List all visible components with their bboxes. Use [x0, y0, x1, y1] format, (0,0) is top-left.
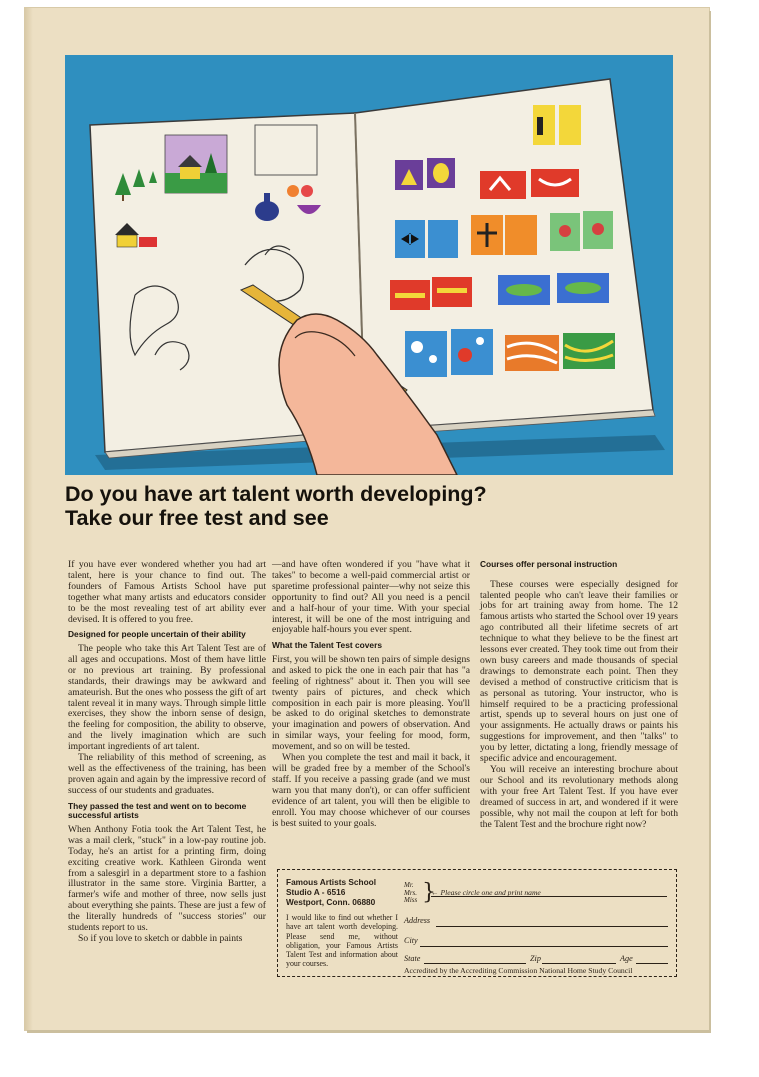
headline-line-2: Take our free test and see: [65, 506, 329, 530]
body-paragraph: You will receive an interesting brochure about our School and its revolutionary methods along with your free Art Talent Test. If you have ever dreamed of success in art, and wondered if it were possible, why not mail the coupon at left for both the Talent Test and the brochure right now?: [480, 764, 678, 830]
age-field[interactable]: [636, 963, 668, 964]
hero-illustration: [65, 55, 673, 475]
school-studio: Studio A - 6516: [286, 887, 346, 897]
open-test-book-illustration: [65, 55, 673, 475]
mail-coupon[interactable]: [277, 869, 677, 977]
brace-icon: }: [422, 880, 436, 905]
body-paragraph: The reliability of this method of screening, as well as the effectiveness of the training, has been proven again and again by the impressive record of success of our students and graduates.: [68, 752, 266, 796]
headline-line-1: Do you have art talent worth developing?: [65, 482, 487, 506]
school-address: [286, 877, 398, 907]
section-heading: Designed for people uncertain of their ability: [68, 629, 246, 640]
coupon-address-block: [286, 877, 398, 969]
school-city: Westport, Conn. 06880: [286, 897, 376, 907]
section-heading: What the Talent Test covers: [272, 640, 382, 651]
address-row: [404, 916, 666, 925]
city-field[interactable]: [420, 946, 668, 947]
zip-label: Zip: [530, 954, 541, 963]
magazine-back-cover: [25, 8, 709, 1030]
title-mrs[interactable]: Mrs.: [404, 888, 418, 897]
body-paragraph: When Anthony Fotia took the Art Talent Test, he was a mail clerk, "stuck" in a low-pay routine job. Today, he's an artist for a printing firm, doing exciting creative work. Kathleen Gironda went from a salesgirl in a department store to a fashion illustrator in the same store. Virginia Bartter, a farmer's wife and mother of three, now sells just about everything she paints. These are just a few of the literally hundreds of "success stories" our students report to us.: [68, 823, 266, 934]
accreditation-text: Accredited by the Accrediting Commission National Home Study Council: [404, 966, 633, 975]
address-label: Address: [404, 916, 431, 925]
body-paragraph: First, you will be shown ten pairs of simple designs and asked to pick the one in each pair that has "a feeling of rightness" about it. Then you will see twenty pairs of pictures, and check which composition in each pair is more pleasing. You'll be asked to do original sketches to demonstrate your imagination and powers of observation. And in similar ways, your feeling for mood, form, movement, and so on will be tested.: [272, 653, 470, 753]
age-label: Age: [620, 954, 633, 963]
school-name: Famous Artists School: [286, 877, 377, 887]
text-column-3: [480, 560, 678, 830]
title-options[interactable]: [404, 882, 417, 905]
body-paragraph: When you complete the test and mail it back, it will be graded free by a member of the School's staff. If you receive a passing grade (and we must warn you that many don't), or can offer sufficient evidence of art talent, you will then be eligible to enroll. You may choose whichever of our courses is best suited to your goals.: [272, 752, 470, 829]
city-row: [404, 936, 666, 945]
zip-field[interactable]: [542, 963, 616, 964]
intro-paragraph: If you have ever wondered whether you had art talent, here is your chance to find out. The founders of Famous Artists School have put together what many artists and educators consider to be the most revealing test of art ability ever devised. It is offered to you free.: [68, 559, 266, 625]
name-field[interactable]: [431, 896, 667, 897]
title-mr[interactable]: Mr.: [404, 881, 414, 889]
body-paragraph: The people who take this Art Talent Test are of all ages and occupations. Most of them have little or no previous art training. By professional standards, their drawings may be awkward and amateurish. But the ones who possess the gift of art talent reveal it in many ways. Through simple little exercises, they show the inborn sense of design, the feeling for composition, the ability to observe, and the lively imagination which are such important ingredients of art talent.: [68, 643, 266, 753]
coupon-form: [404, 880, 670, 975]
text-column-2: [272, 560, 470, 829]
address-field[interactable]: [436, 926, 668, 927]
city-label: City: [404, 936, 418, 945]
body-paragraph: —and have often wondered if you "have what it takes" to become a well-paid commercial artist or sparetime professional painter—why not seize this opportunity to find out? All you need is a pencil and a half-hour of your time. With your special interest, it will be one of the most intriguing and enjoyable half-hours you ever spent.: [272, 559, 470, 636]
state-field[interactable]: [424, 963, 526, 964]
text-column-1: [68, 560, 266, 945]
circle-note: ← Please circle one and print name: [431, 888, 541, 897]
ad-headline: [65, 482, 673, 530]
title-miss[interactable]: Miss: [404, 896, 418, 904]
section-heading: Courses offer personal instruction: [480, 559, 618, 569]
state-label: State: [404, 954, 421, 963]
coupon-request-text: I would like to find out whether I have art talent worth developing. Please send me, without obligation, your Famous Artists Talent Test and information about your courses.: [286, 913, 398, 969]
section-heading: They passed the test and went on to become successful artists: [68, 800, 247, 821]
body-paragraph: So if you love to sketch or dabble in paints: [78, 932, 243, 944]
state-row: [404, 954, 666, 963]
body-paragraph: These courses were especially designed for talented people who can't leave their families or jobs for art training away from home. The 12 famous artists who started the School over 19 years ago contributed all their lifetime secrets of art technique to what they believe to be the finest art lessons ever created. They took time out from their own busy careers and made thousands of special drawings to demonstrate each point. Then they devised a method of constructive criticism that is as personal as tutoring. Your instructor, who is himself required to be a practicing professional artist, spends up to several hours on just one of your assignments. He actually draws or paints his suggestions for improvement, and then "talks" to you by letter, dictating a long, friendly message of specific advice and encouragement.: [480, 578, 678, 765]
page-spine: [25, 8, 33, 1030]
